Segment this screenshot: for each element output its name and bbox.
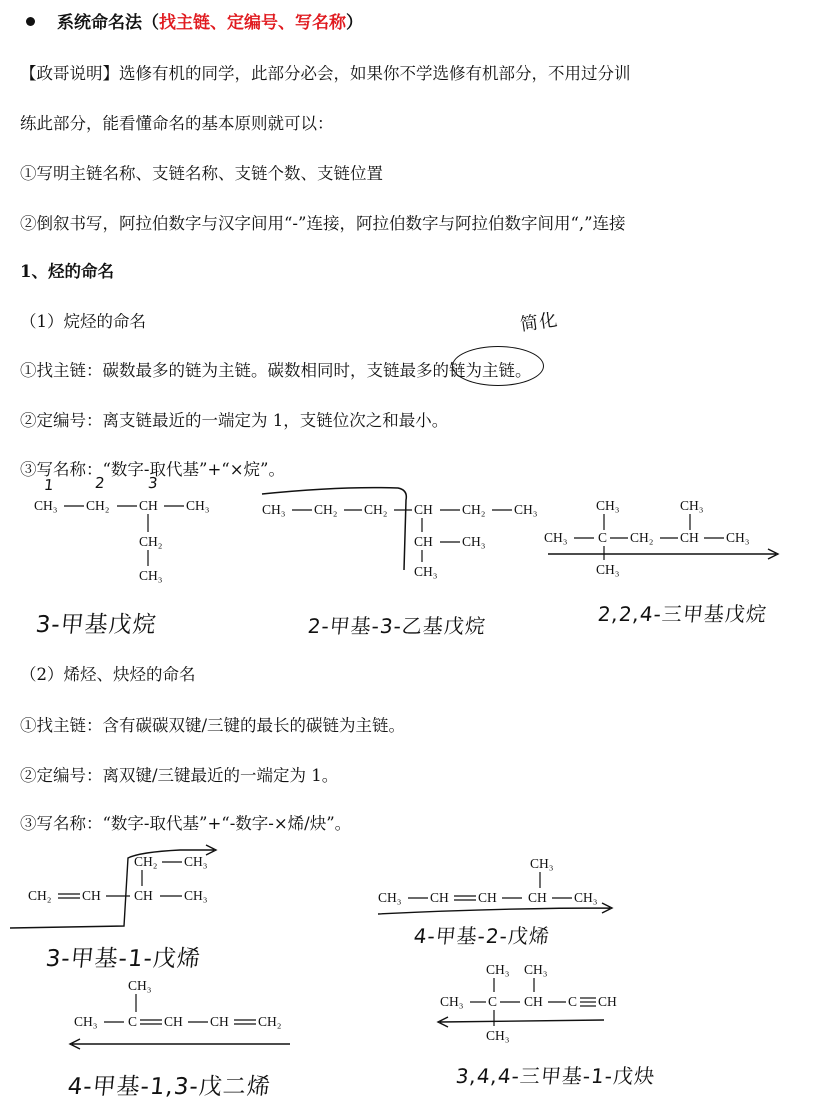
m1-atom: CH₃ [34, 498, 58, 513]
m2-atom: CH₃ [514, 502, 538, 517]
m1-atom: CH [139, 498, 158, 513]
section-1-title: 1、烃的命名 [20, 262, 114, 281]
m3-atom: C [598, 530, 608, 545]
m2-atom: CH₃ [414, 564, 438, 579]
answer-m4: 3-甲基-1-戊烯 [44, 946, 203, 972]
m3-atom: CH [680, 530, 699, 545]
answer-m7: 3,4,4-三甲基-1-戊炔 [454, 1064, 657, 1088]
m5-atom: CH [528, 890, 547, 905]
m6-atom: CH₂ [258, 1014, 282, 1029]
carbon-number-1: 1 [43, 476, 56, 494]
answer-m5: 4-甲基-2-戊烯 [412, 924, 552, 948]
m5-atom: CH₃ [574, 890, 598, 905]
alkane-step-1: ①找主链：碳数最多的链为主链。碳数相同时，支链最多的链为主链。 [20, 361, 532, 380]
molecule-3 [544, 498, 778, 577]
m2-atom: CH₃ [262, 502, 286, 517]
m4-atom: CH₂ [134, 854, 158, 869]
m6-atom: CH₃ [74, 1014, 98, 1029]
m5-atom: CH [430, 890, 449, 905]
molecule-2 [262, 488, 538, 579]
m4-atom: CH₂ [28, 888, 52, 903]
alkene-step-3: ③写名称：“数字-取代基”+“-数字-×烯/炔”。 [20, 814, 352, 833]
answer-m2: 2-甲基-3-乙基戊烷 [306, 614, 488, 638]
answer-m6: 4-甲基-1,3-戊二烯 [66, 1074, 273, 1100]
m4-atom: CH [82, 888, 101, 903]
m4-atom: CH₃ [184, 888, 208, 903]
m3-atom: CH₂ [630, 530, 654, 545]
m7-atom: CH₃ [486, 962, 510, 977]
alkane-step-2: ②定编号：离支链最近的一端定为 1，支链位次之和最小。 [20, 411, 449, 430]
m6-atom: C [128, 1014, 138, 1029]
m7-atom: CH [598, 994, 617, 1009]
rule-1: ①写明主链名称、支链名称、支链个数、支链位置 [20, 164, 383, 183]
m3-atom: CH₃ [596, 562, 620, 577]
m2-atom: CH [414, 502, 433, 517]
m7-atom: CH [524, 994, 543, 1009]
carbon-number-3: 3 [147, 474, 160, 492]
m7-atom: C [568, 994, 578, 1009]
molecule-5 [378, 856, 612, 914]
m5-atom: CH₃ [378, 890, 402, 905]
alkene-step-1: ①找主链：含有碳碳双键/三键的最长的碳链为主链。 [20, 716, 406, 735]
heading-highlight: 找主链、定编号、写名称 [159, 13, 346, 33]
subsection-alkene-title: （2）烯烃、炔烃的命名 [20, 665, 196, 684]
m2-atom: CH [414, 534, 433, 549]
m2-atom: CH₂ [314, 502, 338, 517]
m5-atom: CH [478, 890, 497, 905]
m1-atom: CH₂ [86, 498, 110, 513]
m6-atom: CH [164, 1014, 183, 1029]
m2-atom: CH₂ [364, 502, 388, 517]
m7-atom: CH₃ [524, 962, 548, 977]
m6-atom: CH [210, 1014, 229, 1029]
m3-atom: CH₃ [596, 498, 620, 513]
m7-atom: CH₃ [440, 994, 464, 1009]
m1-atom: CH₃ [139, 568, 163, 583]
m3-atom: CH₃ [544, 530, 568, 545]
m7-atom: CH₃ [486, 1028, 510, 1043]
m7-atom: C [488, 994, 498, 1009]
circled-phrase: 支链最多 [366, 361, 433, 380]
molecule-4 [10, 845, 216, 928]
answer-m1: 3-甲基戊烷 [34, 612, 159, 638]
m1-atom: CH₃ [186, 498, 210, 513]
m5-atom: CH₃ [530, 856, 554, 871]
m3-atom: CH₃ [726, 530, 750, 545]
molecule-1 [34, 498, 210, 583]
m1-atom: CH₂ [139, 534, 163, 549]
alkane-step-3: ③写名称：“数字-取代基”+“×烷”。 [20, 460, 285, 479]
molecule-7 [438, 962, 617, 1043]
molecule-6 [70, 978, 290, 1049]
section-heading: 系统命名法（找主链、定编号、写名称） [26, 8, 363, 33]
alkene-step-2: ②定编号：离双键/三键最近的一端定为 1。 [20, 766, 339, 785]
handwritten-note: 简化 [518, 309, 560, 336]
m4-atom: CH₃ [184, 854, 208, 869]
m4-atom: CH [134, 888, 153, 903]
rule-2: ②倒叙书写，阿拉伯数字与汉字间用“-”连接，阿拉伯数字与阿拉伯数字间用“,”连接 [20, 214, 626, 233]
intro-line-2: 练此部分，能看懂命名的基本原则就可以： [20, 114, 334, 133]
subsection-alkane-title: （1）烷烃的命名 [20, 312, 146, 331]
m2-atom: CH₃ [462, 534, 486, 549]
intro-line-1: 【政哥说明】选修有机的同学，此部分必会，如果你不学选修有机部分，不用过分训 [20, 64, 631, 83]
answer-m3: 2,2,4-三甲基戊烷 [596, 602, 769, 626]
m3-atom: CH₃ [680, 498, 704, 513]
carbon-number-2: 2 [94, 474, 107, 492]
m6-atom: CH₃ [128, 978, 152, 993]
m2-atom: CH₂ [462, 502, 486, 517]
